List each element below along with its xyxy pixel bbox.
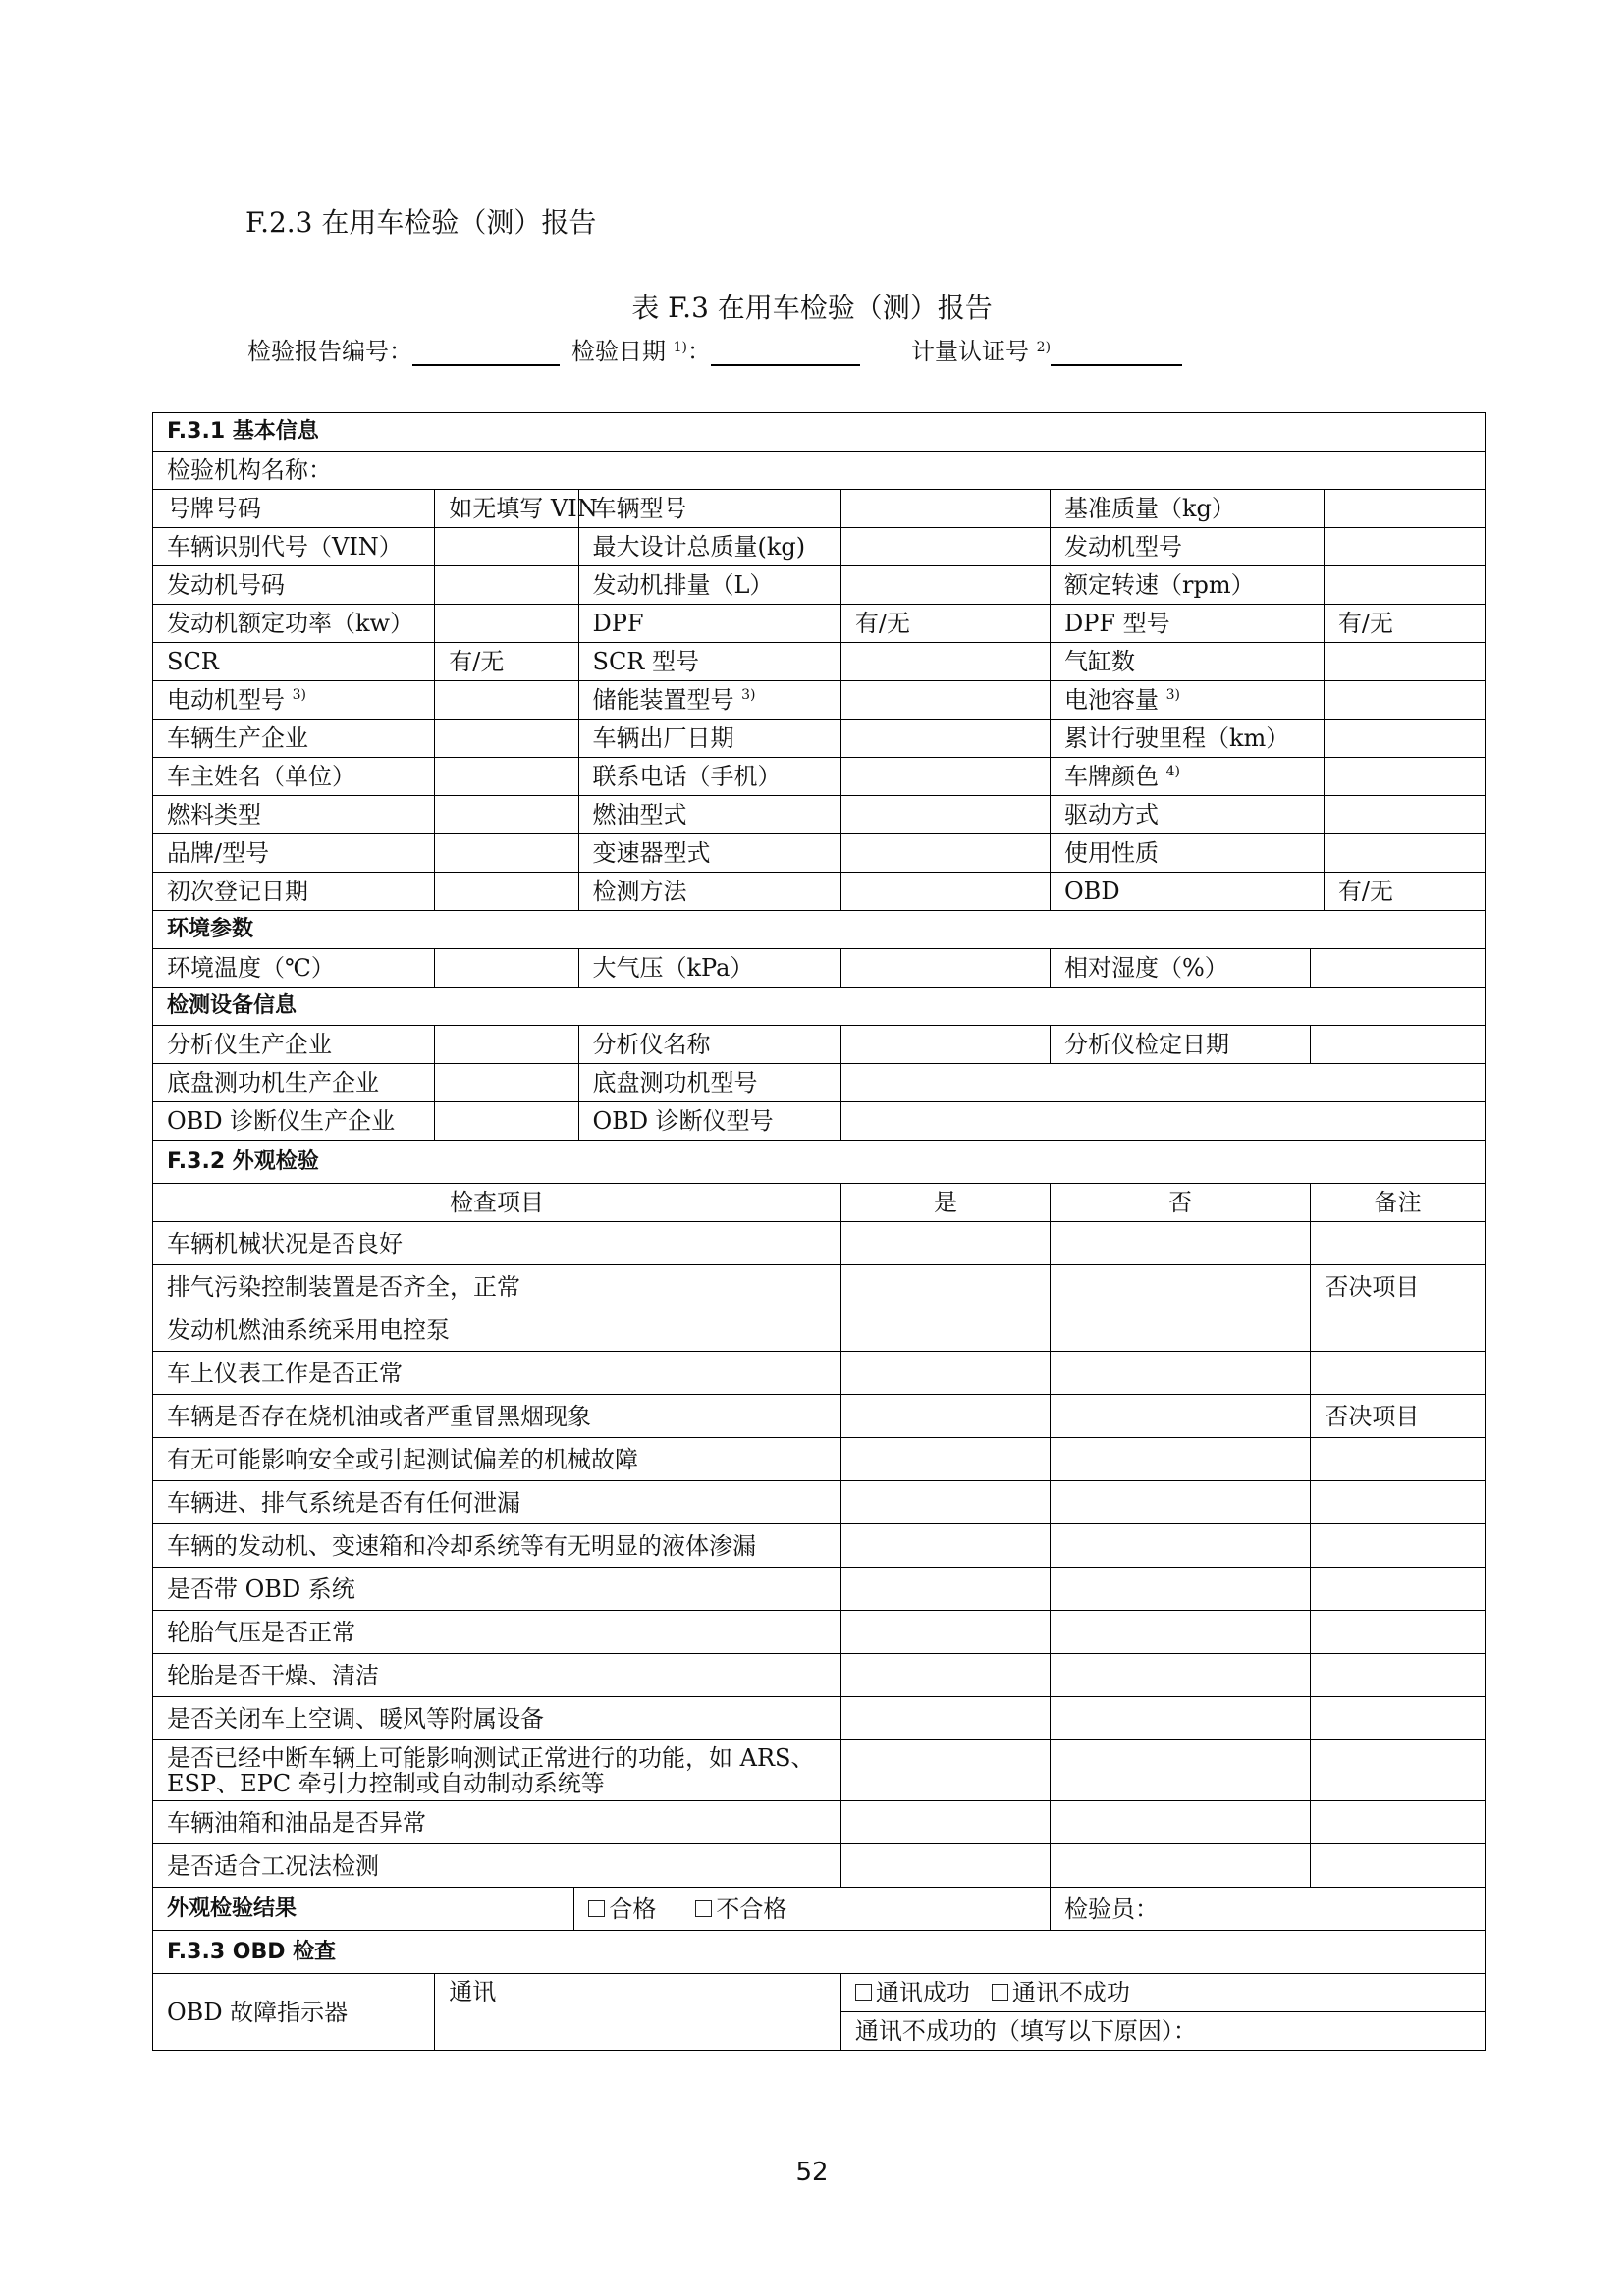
- fuel-supply-value[interactable]: [840, 796, 1050, 834]
- section-heading: F.2.3 在用车检验（测）报告: [245, 206, 597, 239]
- check-item-yes[interactable]: [840, 1801, 1050, 1844]
- check-item-no[interactable]: [1051, 1740, 1311, 1801]
- check-item-note: [1311, 1740, 1486, 1801]
- rated-speed-value[interactable]: [1324, 566, 1485, 605]
- dyno-maker-value[interactable]: [435, 1064, 578, 1102]
- agency-name-label: 检验机构名称：: [153, 452, 1486, 490]
- temp-value[interactable]: [435, 949, 578, 988]
- motor-model-label: 电动机型号 $^{3)}$: [153, 681, 435, 720]
- check-item-note: [1311, 1308, 1486, 1352]
- check-item-yes[interactable]: [840, 1481, 1050, 1524]
- test-method-label: 检测方法: [578, 873, 840, 911]
- fuel-type-value[interactable]: [435, 796, 578, 834]
- max-mass-value[interactable]: [840, 528, 1050, 566]
- test-method-value[interactable]: [840, 873, 1050, 911]
- dpf-model-value[interactable]: 有/无: [1324, 605, 1485, 643]
- analyzer-maker-value[interactable]: [435, 1026, 578, 1064]
- check-item-text: 车辆的发动机、变速箱和冷却系统等有无明显的液体渗漏: [153, 1524, 841, 1568]
- scr-label: SCR: [153, 643, 435, 681]
- check-item-no[interactable]: [1051, 1844, 1311, 1888]
- table-row: [153, 1438, 1486, 1481]
- check-item-yes[interactable]: [840, 1611, 1050, 1654]
- plate-color-value[interactable]: [1324, 758, 1485, 796]
- vin-label: 车辆识别代号（VIN）: [153, 528, 435, 566]
- check-item-no[interactable]: [1051, 1481, 1311, 1524]
- pressure-value[interactable]: [840, 949, 1050, 988]
- equipment-header: 检测设备信息: [153, 988, 1486, 1026]
- check-item-yes[interactable]: [840, 1844, 1050, 1888]
- mileage-label: 累计行驶里程（km）: [1051, 720, 1325, 758]
- environment-header: 环境参数: [153, 911, 1486, 949]
- cylinders-value[interactable]: [1324, 643, 1485, 681]
- check-item-note: [1311, 1844, 1486, 1888]
- col-item-header: 检查项目: [153, 1184, 841, 1222]
- table-row: [153, 1524, 1486, 1568]
- check-item-no[interactable]: [1051, 1438, 1311, 1481]
- factory-date-value[interactable]: [840, 720, 1050, 758]
- report-meta: [247, 332, 1182, 366]
- check-item-no[interactable]: [1051, 1654, 1311, 1697]
- check-item-yes[interactable]: [840, 1740, 1050, 1801]
- comm-fail-checkbox[interactable]: [992, 1984, 1008, 2001]
- obd-maker-label: OBD 诊断仪生产企业: [153, 1102, 435, 1141]
- battery-value[interactable]: [1324, 681, 1485, 720]
- owner-label: 车主姓名（单位）: [153, 758, 435, 796]
- check-item-text: 有无可能影响安全或引起测试偏差的机械故障: [153, 1438, 841, 1481]
- transmission-value[interactable]: [840, 834, 1050, 873]
- rated-power-label: 发动机额定功率（kw）: [153, 605, 435, 643]
- plate-color-label: 车牌颜色 $^{4)}$: [1051, 758, 1325, 796]
- check-item-note: [1311, 1697, 1486, 1740]
- pressure-label: 大气压（kPa）: [578, 949, 840, 988]
- date-label: 检验日期 $^{1)}$：: [571, 338, 712, 365]
- ref-mass-label: 基准质量（kg）: [1051, 490, 1325, 528]
- analyzer-name-value[interactable]: [840, 1026, 1050, 1064]
- check-item-note: [1311, 1438, 1486, 1481]
- storage-model-value[interactable]: [840, 681, 1050, 720]
- check-item-text: 车辆是否存在烧机油或者严重冒黑烟现象: [153, 1395, 841, 1438]
- rated-speed-label: 额定转速（rpm）: [1051, 566, 1325, 605]
- comm-ok-checkbox[interactable]: [855, 1984, 872, 2001]
- table-row: [153, 1222, 1486, 1265]
- displacement-value[interactable]: [840, 566, 1050, 605]
- check-item-text: 车辆油箱和油品是否异常: [153, 1801, 841, 1844]
- usage-label: 使用性质: [1051, 834, 1325, 873]
- cert-field[interactable]: [1051, 341, 1182, 366]
- mileage-value[interactable]: [1324, 720, 1485, 758]
- max-mass-label: 最大设计总质量(kg): [578, 528, 840, 566]
- dyno-maker-label: 底盘测功机生产企业: [153, 1064, 435, 1102]
- check-item-text: 是否带 OBD 系统: [153, 1568, 841, 1611]
- obd-maker-value[interactable]: [435, 1102, 578, 1141]
- first-reg-value[interactable]: [435, 873, 578, 911]
- comm-fail-reason: 通讯不成功的（填写以下原因）：: [840, 2012, 1485, 2051]
- humidity-value[interactable]: [1311, 949, 1486, 988]
- check-item-no[interactable]: [1051, 1308, 1311, 1352]
- check-item-text: 轮胎是否干燥、清洁: [153, 1654, 841, 1697]
- scr-model-label: SCR 型号: [578, 643, 840, 681]
- check-item-yes[interactable]: [840, 1524, 1050, 1568]
- check-item-note: [1311, 1352, 1486, 1395]
- table-row: [153, 1697, 1486, 1740]
- table-row: [153, 1481, 1486, 1524]
- obd-model-value[interactable]: [840, 1102, 1485, 1141]
- appearance-result-options: [574, 1888, 1051, 1931]
- manufacturer-label: 车辆生产企业: [153, 720, 435, 758]
- dpf-value[interactable]: 有/无: [840, 605, 1050, 643]
- check-item-yes[interactable]: [840, 1265, 1050, 1308]
- battery-label: 电池容量 $^{3)}$: [1051, 681, 1325, 720]
- inspection-report-table: [152, 412, 1486, 2051]
- model-value[interactable]: [840, 490, 1050, 528]
- obd-value[interactable]: 有/无: [1324, 873, 1485, 911]
- phone-label: 联系电话（手机）: [578, 758, 840, 796]
- page-number: 52: [795, 2158, 829, 2187]
- col-yes-header: 是: [840, 1184, 1050, 1222]
- check-item-yes[interactable]: [840, 1308, 1050, 1352]
- pass-option[interactable]: 合格: [588, 1896, 656, 1923]
- check-item-note: [1311, 1222, 1486, 1265]
- check-item-text: 车辆机械状况是否良好: [153, 1222, 841, 1265]
- check-item-no[interactable]: [1051, 1801, 1311, 1844]
- report-no-label: 检验报告编号：: [247, 338, 412, 365]
- usage-value[interactable]: [1324, 834, 1485, 873]
- check-item-no[interactable]: [1051, 1697, 1311, 1740]
- dyno-model-value[interactable]: [840, 1064, 1485, 1102]
- rated-power-value[interactable]: [435, 605, 578, 643]
- dpf-label: DPF: [578, 605, 840, 643]
- basic-info-header: F.3.1 基本信息: [153, 413, 1486, 452]
- table-row: [153, 1395, 1486, 1438]
- plate-no-label: 号牌号码: [153, 490, 435, 528]
- transmission-label: 变速器型式: [578, 834, 840, 873]
- check-item-yes[interactable]: [840, 1352, 1050, 1395]
- check-item-yes[interactable]: [840, 1654, 1050, 1697]
- check-item-text: 车辆进、排气系统是否有任何泄漏: [153, 1481, 841, 1524]
- check-item-note: [1311, 1801, 1486, 1844]
- table-row: [153, 1844, 1486, 1888]
- engine-model-label: 发动机型号: [1051, 528, 1325, 566]
- comm-fail-option[interactable]: 通讯不成功: [992, 1979, 1130, 2006]
- appearance-result-label: 外观检验结果: [153, 1888, 574, 1931]
- analyzer-name-label: 分析仪名称: [578, 1026, 840, 1064]
- fail-option[interactable]: 不合格: [695, 1896, 786, 1923]
- plate-no-hint[interactable]: 如无填写 VIN: [435, 490, 578, 528]
- table-row: [153, 1801, 1486, 1844]
- analyzer-date-label: 分析仪检定日期: [1051, 1026, 1311, 1064]
- check-item-yes[interactable]: [840, 1438, 1050, 1481]
- brand-value[interactable]: [435, 834, 578, 873]
- check-item-text: 发动机燃油系统采用电控泵: [153, 1308, 841, 1352]
- check-item-yes[interactable]: [840, 1697, 1050, 1740]
- humidity-label: 相对湿度（%）: [1051, 949, 1311, 988]
- check-item-no[interactable]: [1051, 1524, 1311, 1568]
- date-field[interactable]: [711, 341, 860, 366]
- table-row: [153, 1611, 1486, 1654]
- motor-model-value[interactable]: [435, 681, 578, 720]
- engine-no-label: 发动机号码: [153, 566, 435, 605]
- table-title: 表 F.3 在用车检验（测）报告: [631, 292, 993, 324]
- analyzer-maker-label: 分析仪生产企业: [153, 1026, 435, 1064]
- appearance-header: F.3.2 外观检验: [153, 1141, 1486, 1184]
- table-row: [153, 1308, 1486, 1352]
- brand-label: 品牌/型号: [153, 834, 435, 873]
- scr-value[interactable]: 有/无: [435, 643, 578, 681]
- check-item-text: 是否适合工况法检测: [153, 1844, 841, 1888]
- analyzer-date-value[interactable]: [1311, 1026, 1486, 1064]
- col-no-header: 否: [1051, 1184, 1311, 1222]
- check-item-note: [1311, 1568, 1486, 1611]
- scr-model-value[interactable]: [840, 643, 1050, 681]
- check-item-yes[interactable]: [840, 1222, 1050, 1265]
- table-row: [153, 1265, 1486, 1308]
- check-item-note: [1311, 1611, 1486, 1654]
- dyno-model-label: 底盘测功机型号: [578, 1064, 840, 1102]
- first-reg-label: 初次登记日期: [153, 873, 435, 911]
- drive-value[interactable]: [1324, 796, 1485, 834]
- check-item-note: [1311, 1654, 1486, 1697]
- check-item-text: 排气污染控制装置是否齐全，正常: [153, 1265, 841, 1308]
- temp-label: 环境温度（℃）: [153, 949, 435, 988]
- check-item-text: 是否关闭车上空调、暖风等附属设备: [153, 1697, 841, 1740]
- comm-label: 通讯: [435, 1974, 841, 2051]
- ref-mass-value[interactable]: [1324, 490, 1485, 528]
- obd-indicator-label: OBD 故障指示器: [153, 1974, 435, 2051]
- drive-label: 驱动方式: [1051, 796, 1325, 834]
- comm-options: [840, 1974, 1485, 2012]
- obd-model-label: OBD 诊断仪型号: [578, 1102, 840, 1141]
- table-row: [153, 1568, 1486, 1611]
- obd-label: OBD: [1051, 873, 1325, 911]
- storage-model-label: 储能装置型号 $^{3)}$: [578, 681, 840, 720]
- check-item-text: 是否已经中断车辆上可能影响测试正常进行的功能，如 ARS、ESP、EPC 牵引力控制或自动制动系统等: [153, 1740, 841, 1801]
- check-item-no[interactable]: [1051, 1222, 1311, 1265]
- fuel-supply-label: 燃油型式: [578, 796, 840, 834]
- table-row: [153, 1352, 1486, 1395]
- table-row: [153, 1654, 1486, 1697]
- vin-value[interactable]: [435, 528, 578, 566]
- fuel-type-label: 燃料类型: [153, 796, 435, 834]
- model-label: 车辆型号: [578, 490, 840, 528]
- check-item-no[interactable]: [1051, 1568, 1311, 1611]
- check-item-yes[interactable]: [840, 1568, 1050, 1611]
- check-item-no[interactable]: [1051, 1352, 1311, 1395]
- check-item-note: [1311, 1524, 1486, 1568]
- check-item-note: [1311, 1481, 1486, 1524]
- col-note-header: 备注: [1311, 1184, 1486, 1222]
- engine-model-value[interactable]: [1324, 528, 1485, 566]
- report-no-field[interactable]: [412, 341, 560, 366]
- manufacturer-value[interactable]: [435, 720, 578, 758]
- dpf-model-label: DPF 型号: [1051, 605, 1325, 643]
- table-row: [153, 1740, 1486, 1801]
- check-item-no[interactable]: [1051, 1611, 1311, 1654]
- factory-date-label: 车辆出厂日期: [578, 720, 840, 758]
- fail-checkbox[interactable]: [695, 1900, 712, 1917]
- check-item-yes[interactable]: [840, 1395, 1050, 1438]
- check-item-no[interactable]: [1051, 1265, 1311, 1308]
- owner-value[interactable]: [435, 758, 578, 796]
- obd-check-header: F.3.3 OBD 检查: [153, 1931, 1486, 1974]
- engine-no-value[interactable]: [435, 566, 578, 605]
- check-item-note: 否决项目: [1311, 1395, 1486, 1438]
- cylinders-label: 气缸数: [1051, 643, 1325, 681]
- check-item-note: 否决项目: [1311, 1265, 1486, 1308]
- inspector-label: 检验员：: [1051, 1888, 1486, 1931]
- check-item-no[interactable]: [1051, 1395, 1311, 1438]
- pass-checkbox[interactable]: [588, 1900, 605, 1917]
- check-item-text: 轮胎气压是否正常: [153, 1611, 841, 1654]
- phone-value[interactable]: [840, 758, 1050, 796]
- comm-ok-option[interactable]: 通讯成功: [855, 1979, 970, 2006]
- displacement-label: 发动机排量（L）: [578, 566, 840, 605]
- cert-label: 计量认证号 $^{2)}$: [911, 338, 1052, 365]
- check-item-text: 车上仪表工作是否正常: [153, 1352, 841, 1395]
